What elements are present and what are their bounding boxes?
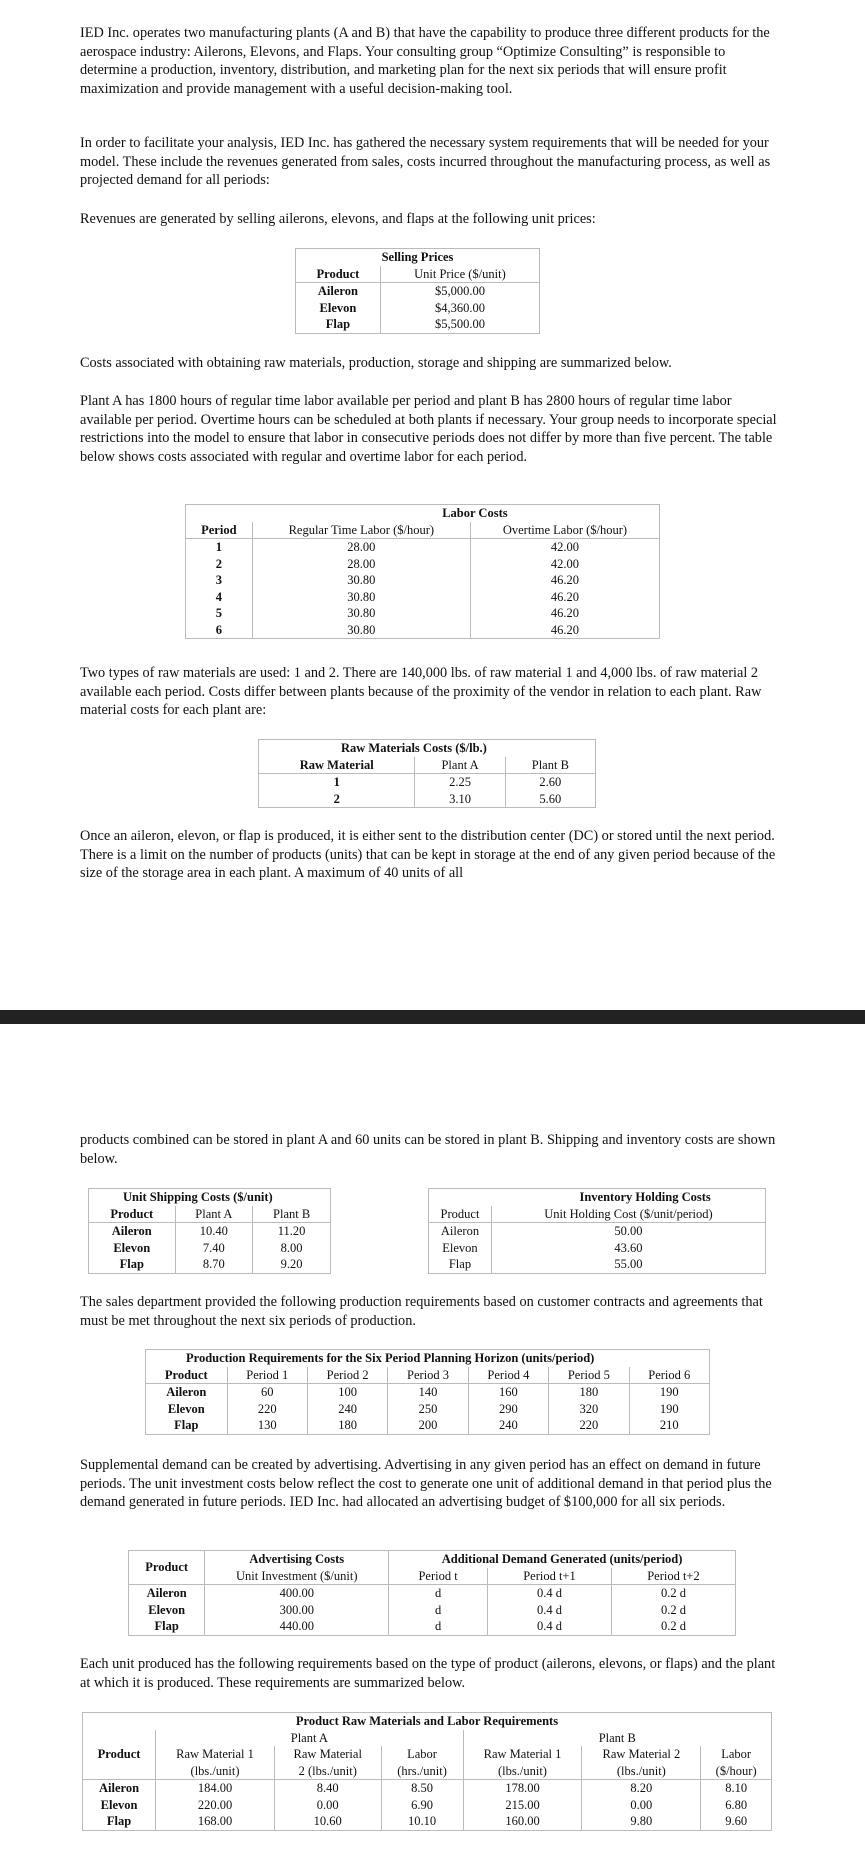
table-title: Inventory Holding Costs — [579, 1190, 711, 1204]
table-row: Flap 130 180 200 240 220 210 — [146, 1417, 710, 1434]
column-header: Period t+1 — [488, 1568, 612, 1585]
column-header: Product — [296, 266, 381, 283]
column-header: Period t — [389, 1568, 488, 1585]
table-row: 2 28.00 42.00 — [186, 556, 660, 573]
intro-paragraph: IED Inc. operates two manufacturing plants (A and B) that have the capability to produce three different products for the aerospace industry: Ailerons, Elevons, and Flaps. Your consulting group “Optimize Consulting” is responsible to determine a production, inventory, distribution, and marketing plan for the next six periods that will ensure profit maximization and provide management with a useful decision-making tool. — [80, 25, 770, 97]
table-title: Labor Costs — [442, 506, 508, 520]
column-header: Period 3 — [388, 1367, 468, 1384]
table-title: Product Raw Materials and Labor Requirements — [295, 1714, 559, 1728]
table-row: Elevon 300.00 d 0.4 d 0.2 d — [129, 1602, 736, 1619]
table-row: Elevon 220.00 0.00 6.90 215.00 0.00 6.80 — [83, 1797, 772, 1814]
table-row: 4 30.80 46.20 — [186, 589, 660, 606]
requirements-paragraph: Each unit produced has the following requirements based on the type of product (ailerons, elevons, or flaps) and the plant at which it is produced. These requirements are summarized below. — [80, 1656, 776, 1691]
labor-paragraph: Plant A has 1800 hours of regular time labor available per period and plant B has 2800 hours of regular time labor available per period. Overtime hours can be scheduled at both plants if necessary. Your group needs to incorporate special restrictions into the model to ensure that labor in consecutive periods does not differ by more than five percent. The table below shows costs associated with regular and overtime labor for each period. — [80, 393, 777, 465]
page-divider — [0, 1010, 865, 1024]
column-header: Product — [146, 1367, 228, 1384]
table-row: Aileron 50.00 — [429, 1223, 766, 1240]
table-row: Aileron 184.00 8.40 8.50 178.00 8.20 8.10 — [83, 1780, 772, 1797]
column-header: Unit Price ($/unit) — [414, 266, 506, 281]
column-header: Regular Time Labor ($/hour) — [252, 522, 470, 539]
table-row: Flap 440.00 d 0.4 d 0.2 d — [129, 1618, 736, 1635]
table-row: Flap $5,500.00 — [296, 316, 540, 333]
holding-costs-table — [428, 1188, 766, 1274]
table-row: 3 30.80 46.20 — [186, 572, 660, 589]
sales-paragraph: The sales department provided the following production requirements based on customer contracts and agreements that must be met throughout the next six periods of production. — [80, 1294, 763, 1329]
storage-paragraph: Once an aileron, elevon, or flap is produced, it is either sent to the distribution center (DC) or stored until the next period. There is a limit on the number of products (units) that can be kept in storage at the end of any given period because of the size of the storage area in each plant. A maximum of 40 units of all — [80, 828, 776, 882]
table-row: Elevon 220 240 250 290 320 190 — [146, 1401, 710, 1418]
column-header: Period 4 — [468, 1367, 548, 1384]
table-title: Production Requirements for the Six Period Planning Horizon (units/period) — [186, 1351, 595, 1365]
storage-continued-paragraph: products combined can be stored in plant A and 60 units can be stored in plant B. Shipping and inventory costs are shown below. — [80, 1132, 776, 1167]
page-2 — [0, 1024, 865, 1873]
plant-a-header: Plant A — [156, 1730, 463, 1747]
column-header: Plant B — [273, 1206, 311, 1221]
column-header: Period 5 — [549, 1367, 629, 1384]
product-requirements-table: Product Raw Materials and Labor Requirements Plant A Plant B Product Raw Material 1 Raw Material Labor Raw Material 1 Raw Material 2 Labor (lbs./unit) 2 (lbs./unit) (hrs./unit) (lbs./unit) (lbs./unit) ($/hour) Aileron 184.00 8.40 8.50 178.00 8.20 8.10 Elevon 220.00 0.00 6.90 215.00 0.00 6.80 Flap 168.00 10.60 10.10 160.00 9.80 9.60 — [82, 1712, 772, 1831]
column-header: Period 1 — [227, 1367, 307, 1384]
table-row: Aileron $5,000.00 — [296, 283, 540, 300]
table-row: Elevon 43.60 — [429, 1240, 766, 1257]
column-header: Product — [89, 1206, 176, 1223]
table-row: Elevon $4,360.00 — [296, 300, 540, 317]
advertising-costs-table — [128, 1550, 736, 1636]
table-row: 5 30.80 46.20 — [186, 605, 660, 622]
column-header: Period t+2 — [647, 1568, 700, 1583]
selling-prices-table — [295, 248, 540, 334]
column-header: Plant A — [175, 1206, 253, 1223]
column-header: Plant A — [415, 757, 505, 774]
revenues-paragraph: Revenues are generated by selling ailerons, elevons, and flaps at the following unit prices: — [80, 211, 596, 227]
column-header: Product — [83, 1746, 156, 1780]
table-row: 1 2.25 2.60 — [259, 774, 596, 791]
table-row: 6 30.80 46.20 — [186, 622, 660, 639]
table-row: Flap 55.00 — [429, 1256, 766, 1273]
plant-b-header: Plant B — [598, 1730, 636, 1745]
column-header: Period — [186, 522, 253, 539]
column-header: Overtime Labor ($/hour) — [502, 522, 628, 537]
table-row: Flap 8.70 9.20 — [89, 1256, 331, 1273]
table-row: Aileron 10.40 11.20 — [89, 1223, 331, 1240]
column-header: Unit Holding Cost ($/unit/period) — [544, 1206, 713, 1221]
table-title: Advertising Costs — [205, 1551, 389, 1568]
column-header: Product — [429, 1206, 492, 1223]
costs-paragraph: Costs associated with obtaining raw materials, production, storage and shipping are summarized below. — [80, 355, 672, 371]
column-header: Raw Material — [259, 757, 415, 774]
analysis-paragraph: In order to facilitate your analysis, IED Inc. has gathered the necessary system requirements that will be needed for your model. These include the revenues generated from sales, costs incurred throughout the manufacturing process, as well as projected demand for all periods: — [80, 135, 771, 189]
table-title: Selling Prices — [381, 250, 454, 264]
column-header: Unit Investment ($/unit) — [205, 1568, 389, 1585]
labor-costs-table — [185, 504, 660, 639]
shipping-costs-table — [88, 1188, 331, 1274]
column-header: Product — [129, 1551, 205, 1585]
raw-materials-paragraph: Two types of raw materials are used: 1 and 2. There are 140,000 lbs. of raw material 1 and 4,000 lbs. of raw material 2 available each period. Costs differ between plants because of the proximity of the vendor in relation to each plant. Raw material costs for each plant are: — [80, 665, 762, 719]
column-header: Period 2 — [307, 1367, 387, 1384]
table-row: 2 3.10 5.60 — [259, 791, 596, 808]
table-title: Unit Shipping Costs ($/unit) — [123, 1190, 273, 1204]
column-header: Plant B — [531, 757, 569, 772]
table-row: Elevon 7.40 8.00 — [89, 1240, 331, 1257]
table-title: Raw Materials Costs ($/lb.) — [341, 741, 487, 755]
table-row: Aileron 400.00 d 0.4 d 0.2 d — [129, 1585, 736, 1602]
advertising-paragraph: Supplemental demand can be created by advertising. Advertising in any given period has an effect on demand in future periods. The unit investment costs below reflect the cost to generate one unit of additional demand in that period plus the demand generated in future periods. IED Inc. had allocated an advertising budget of $100,000 for all six periods. — [80, 1457, 772, 1511]
table-row: Flap 168.00 10.60 10.10 160.00 9.80 9.60 — [83, 1813, 772, 1830]
production-requirements-table — [145, 1349, 710, 1435]
table-title: Additional Demand Generated (units/period) — [441, 1552, 683, 1566]
table-row: Aileron 60 100 140 160 180 190 — [146, 1384, 710, 1401]
raw-materials-table — [258, 739, 596, 808]
column-header: Period 6 — [648, 1367, 691, 1382]
table-row: 1 28.00 42.00 — [186, 539, 660, 556]
